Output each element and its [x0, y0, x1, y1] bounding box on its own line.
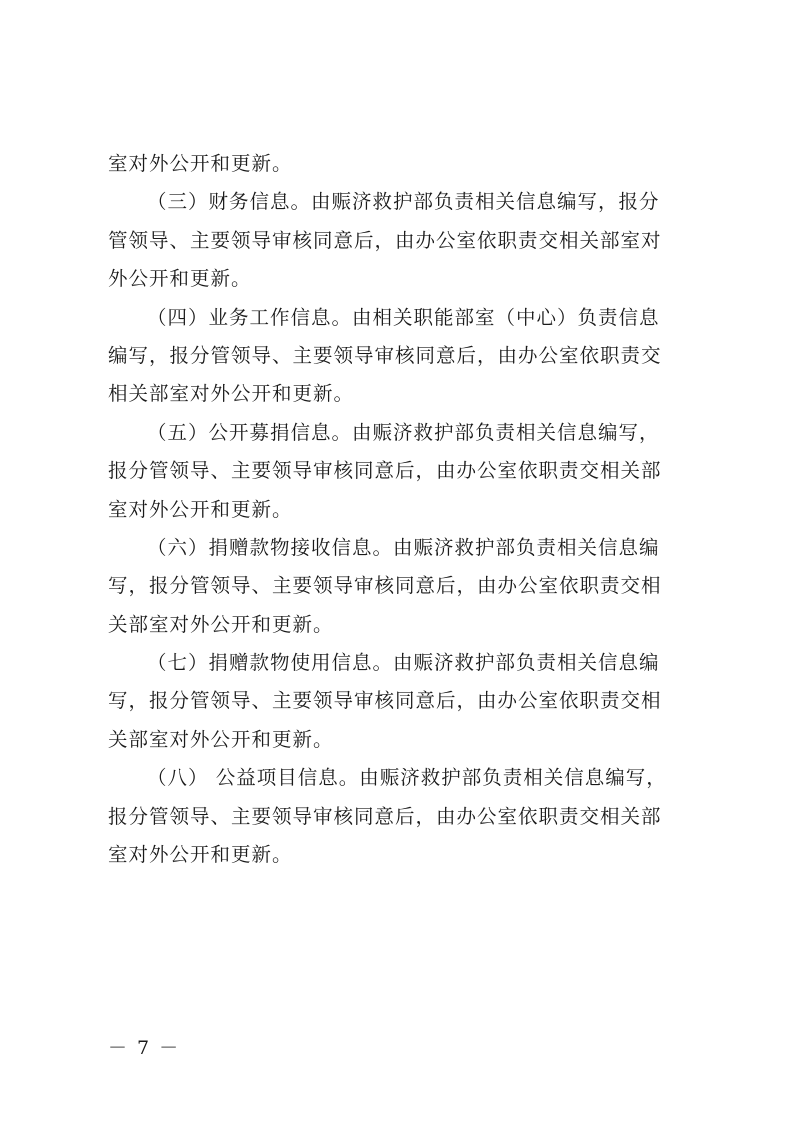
section-heading-line: （五）公开募捐信息。由赈济救护部负责相关信息编写，	[147, 420, 660, 444]
text-line: 关部室对外公开和更新。	[108, 612, 334, 636]
document-body	[108, 145, 688, 874]
text-line: 报分管领导、主要领导审核同意后，由办公室依职责交相关部	[108, 459, 662, 483]
text-line: 报分管领导、主要领导审核同意后，由办公室依职责交相关部	[108, 804, 662, 828]
text-line: 室对外公开和更新。	[108, 843, 293, 867]
section-heading-line: （四）业务工作信息。由相关职能部室（中心）负责信息	[147, 305, 660, 329]
text-line: 外公开和更新。	[108, 267, 252, 291]
text-line: 写，报分管领导、主要领导审核同意后，由办公室依职责交相	[108, 574, 662, 598]
text-line: 室对外公开和更新。	[108, 497, 293, 521]
text-line: 关部室对外公开和更新。	[108, 727, 334, 751]
section-heading-line: （七）捐赠款物使用信息。由赈济救护部负责相关信息编	[147, 651, 660, 675]
page-number: － 7 －	[108, 1037, 181, 1059]
text-line: 编写，报分管领导、主要领导审核同意后，由办公室依职责交	[108, 343, 662, 367]
section-heading-line: （三）财务信息。由赈济救护部负责相关信息编写，报分	[147, 190, 660, 214]
text-line: 室对外公开和更新。	[108, 152, 293, 175]
text-line: 写，报分管领导、主要领导审核同意后，由办公室依职责交相	[108, 689, 662, 713]
text-line: 管领导、主要领导审核同意后，由办公室依职责交相关部室对	[108, 228, 662, 252]
text-line: 相关部室对外公开和更新。	[108, 382, 355, 406]
section-heading-line: （六）捐赠款物接收信息。由赈济救护部负责相关信息编	[147, 535, 660, 559]
section-heading-line: （八） 公益项目信息。由赈济救护部负责相关信息编写，	[147, 766, 667, 790]
